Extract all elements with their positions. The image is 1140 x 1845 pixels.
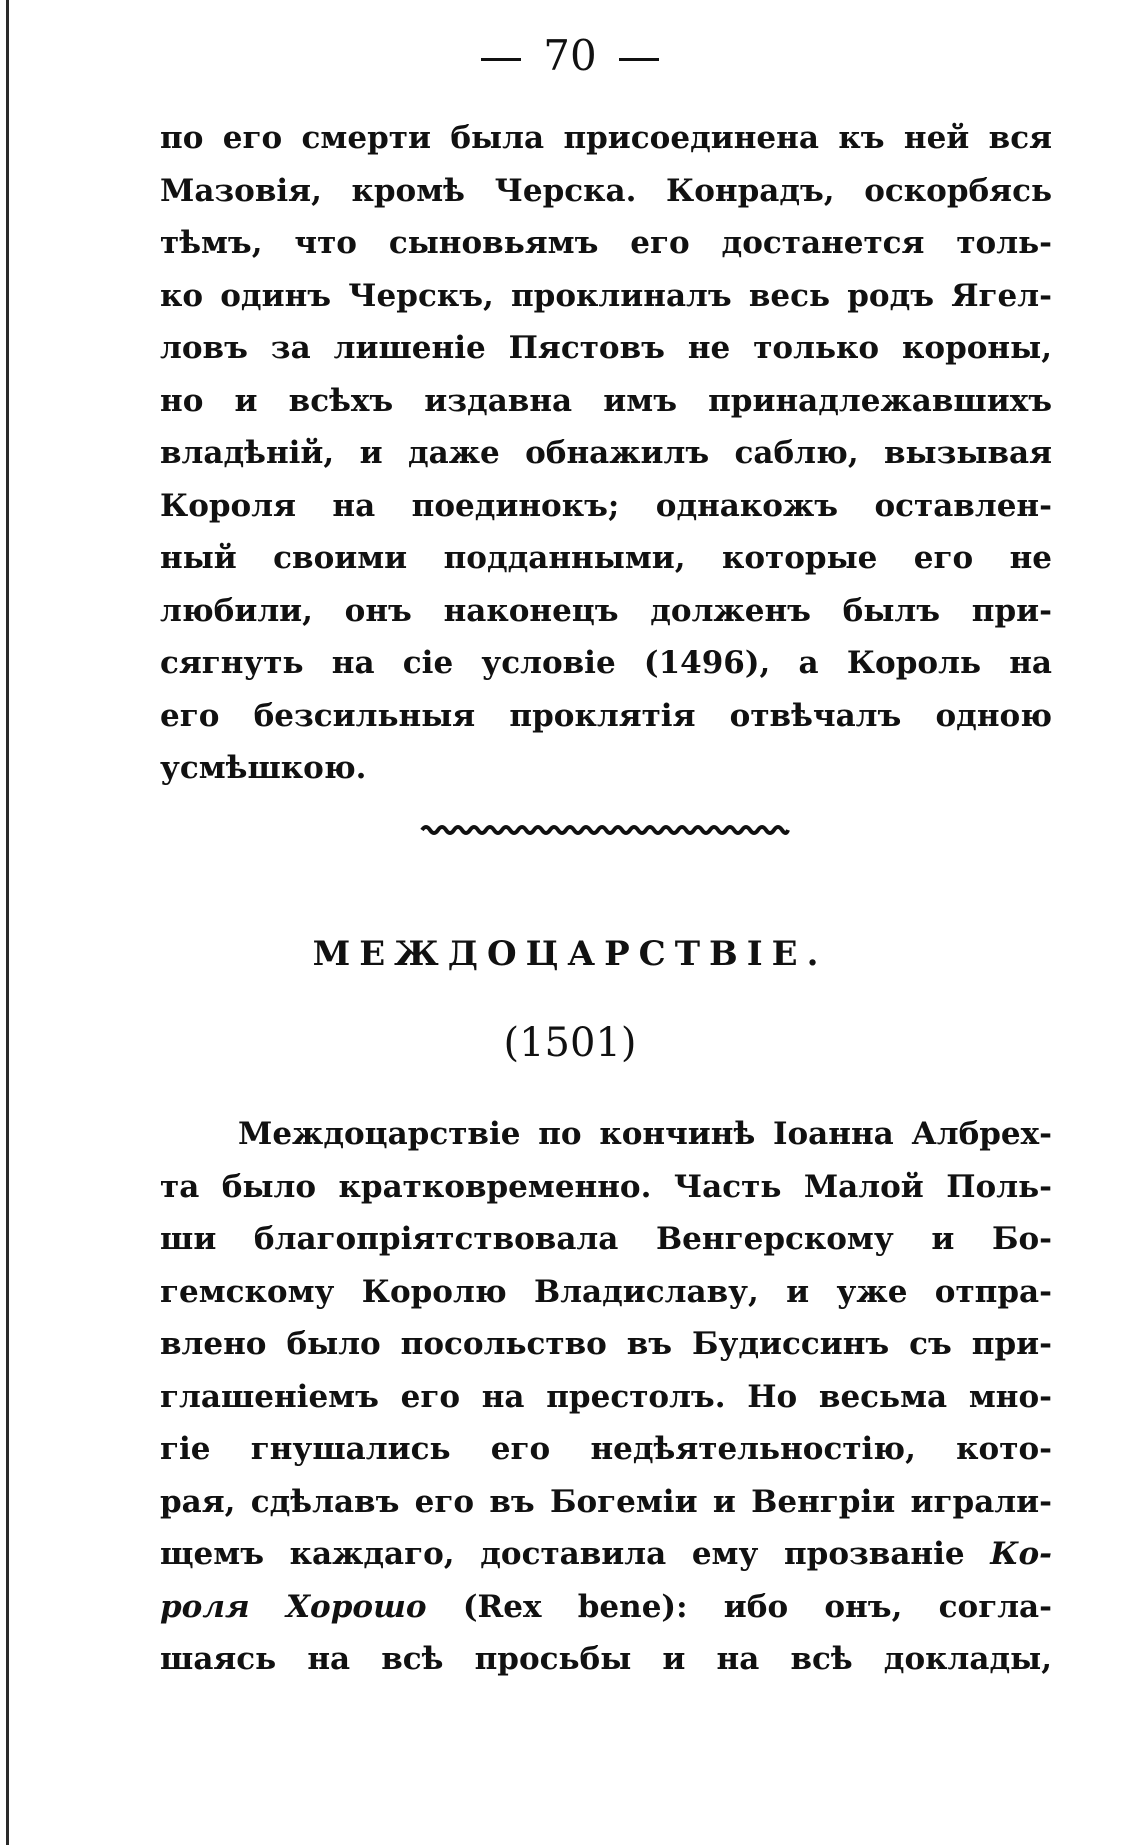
text-line: но и всѣхъ издавна имъ принадлежавшихъ — [160, 382, 1052, 419]
text-line: влено было посольство въ Будиссинъ съ при- — [160, 1326, 1052, 1362]
text-line: та было кратковременно. Часть Малой Поль- — [160, 1168, 1052, 1205]
text-line: рая, сдѣлавъ его въ Богеміи и Венгріи играли- — [160, 1483, 1052, 1520]
text-line: гіе гнушались его недѣятельностію, кото- — [160, 1431, 1052, 1467]
decorative-divider — [420, 820, 790, 840]
page-edge-rule — [6, 0, 9, 1845]
italic-segment: роля Хорошо — [160, 1588, 427, 1625]
section-year: (1501) — [503, 1020, 637, 1066]
dash-left — [481, 58, 521, 61]
text-line: глашеніемъ его на престолъ. Но весьма мно- — [160, 1378, 1052, 1415]
text-line: ный своими подданными, которые его не — [160, 540, 1052, 576]
text-segment: (Rex bene): ибо онъ, согла- — [426, 1588, 1052, 1625]
text-line-with-italic — [160, 1528, 1052, 1581]
text-line: по его смерти была присоединена къ ней вся — [160, 120, 1052, 156]
text-line: его безсильныя проклятія отвѣчалъ одною — [160, 697, 1052, 734]
text-line: Междоцарствіе по кончинѣ Іоанна Албрех- — [238, 1116, 1052, 1152]
text-line-with-italic — [160, 1581, 1052, 1634]
text-line: усмѣшкою. — [160, 750, 367, 786]
text-line: Мазовія, кромѣ Черска. Конрадъ, оскорбясь — [160, 172, 1052, 209]
text-segment: щемъ каждаго, доставила ему прозваніе — [160, 1536, 965, 1572]
text-line: любили, онъ наконецъ долженъ былъ при- — [160, 592, 1052, 629]
paragraph-continued — [160, 112, 1052, 795]
text-line: Короля на поединокъ; однакожъ оставлен- — [160, 487, 1052, 524]
text-line: ши благопріятствовала Венгерскому и Бо- — [160, 1221, 1052, 1257]
text-line: ко одинъ Черскъ, проклиналъ весь родъ Ягел- — [160, 277, 1052, 314]
text-line: владѣній, и даже обнажилъ саблю, вызывая — [160, 435, 1052, 471]
text-line: сягнуть на сіе условіе (1496), а Король на — [160, 645, 1052, 681]
page-number-text: 70 — [543, 31, 597, 80]
italic-segment: Ко- — [990, 1536, 1052, 1572]
page-number — [0, 30, 1140, 82]
paragraph-interregnum — [160, 1108, 1052, 1686]
text-line: гемскому Королю Владиславу, и уже отпра- — [160, 1273, 1052, 1310]
text-line: ловъ за лишеніе Пястовъ не только короны, — [160, 330, 1052, 366]
dash-right — [619, 58, 659, 61]
text-line: тѣмъ, что сыновьямъ его достанется толь- — [160, 225, 1052, 261]
section-heading: МЕЖДОЦАРСТВІЕ. — [312, 934, 828, 974]
text-line: шаясь на всѣ просьбы и на всѣ доклады, — [160, 1641, 1052, 1677]
